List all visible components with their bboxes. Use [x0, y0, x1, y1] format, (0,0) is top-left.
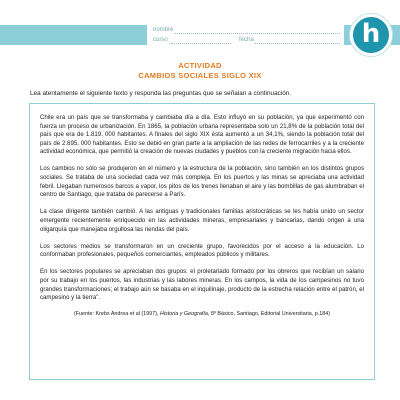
activity-subtitle: CAMBIOS SOCIALES SIGLO XIX — [138, 71, 262, 80]
name-label: nombre — [153, 27, 174, 33]
source-suffix: , 8º Básico, Santiago, Editorial Universitaria, p.184) — [207, 311, 331, 318]
subject-separator: • — [64, 54, 68, 63]
instructions-text: Lea atentamente el siguiente texto y responda las preguntas que se señalan a continuación. — [30, 90, 292, 97]
course-label: curso — [153, 37, 168, 43]
grade-label: 6º básico — [73, 54, 108, 63]
paragraph: En los sectores populares se apreciaban dos grupos: el proletariado formado por los obreros que recibían un salario por su trabajo en los puertos, las industrias y las labores mineras. En los campos, la vida de los campesinos no tuvo grandes transformaciones; el trabajo aún se basaba en el inquilinaje, producto de la estrecha relación entre el patrón, el campesino y la tierra". — [40, 268, 364, 302]
activity-title: ACTIVIDAD — [178, 61, 222, 70]
source-prefix: (Fuente: Krebs Andrea et al (1997), — [73, 311, 160, 318]
paragraph: Los sectores medios se transformaron en un creciente grupo, favorecidos por el acceso a la educación. Lo conformaban profesionales, pequeños comerciantes, empleados públicos y militares. — [40, 242, 364, 259]
paragraph: Los cambios no sólo se produjeron en el número y la estructura de la población, sino también en los distintos grupos sociales. Se trataba de una sociedad cada vez más compleja. En los puertos y las minas se apreciaba una actividad febril. Llegaban numerosos barcos a vapor, los pitos de los trenes llenaban el aire y las bombillas de gas alumbraban el centro de Santiago, que trataba de parecerse a París. — [40, 165, 364, 199]
date-field[interactable] — [255, 43, 340, 44]
source-book-title: Historia y Geografía — [159, 311, 208, 318]
reading-text-box — [29, 103, 375, 380]
h-logo-icon — [350, 14, 392, 56]
subject-name: historia — [32, 54, 60, 63]
name-field[interactable] — [175, 33, 340, 34]
paragraph: Chile era un país que se transformaba y cambiaba día a día. Esto influyó en su población, ya que experimentó con fuerza un proceso de urbanización. En 1865, la población urbana representaba solo un 21,8% de la población total del país que era de 1.819. 000 habitantes. A finales del siglo XIX ésta aumentó a un 34,1%, siendo la población total del país de 2.695. 000 habitantes. Esto se debió en gran parte a la ampliación de las redes de ferrocarriles y a la creciente actividad económica, que permitió la creación de nuevas ciudades y pueblos con la creciente migración hacia ellos. — [40, 114, 364, 156]
source-citation — [40, 311, 364, 318]
paragraph: La clase dirigente también cambió. A las antiguas y tradicionales familias aristocráticas se les había unido un sector emergente recientemente enriquecido en las actividades mineras, empresariales y bancarias, dando origen a una oligarquía que manejaba orgullosa las riendas del país. — [40, 208, 364, 233]
logo-letter: h — [361, 19, 381, 49]
student-form — [147, 25, 344, 45]
date-label: fecha — [239, 37, 254, 43]
course-field[interactable] — [171, 43, 231, 44]
